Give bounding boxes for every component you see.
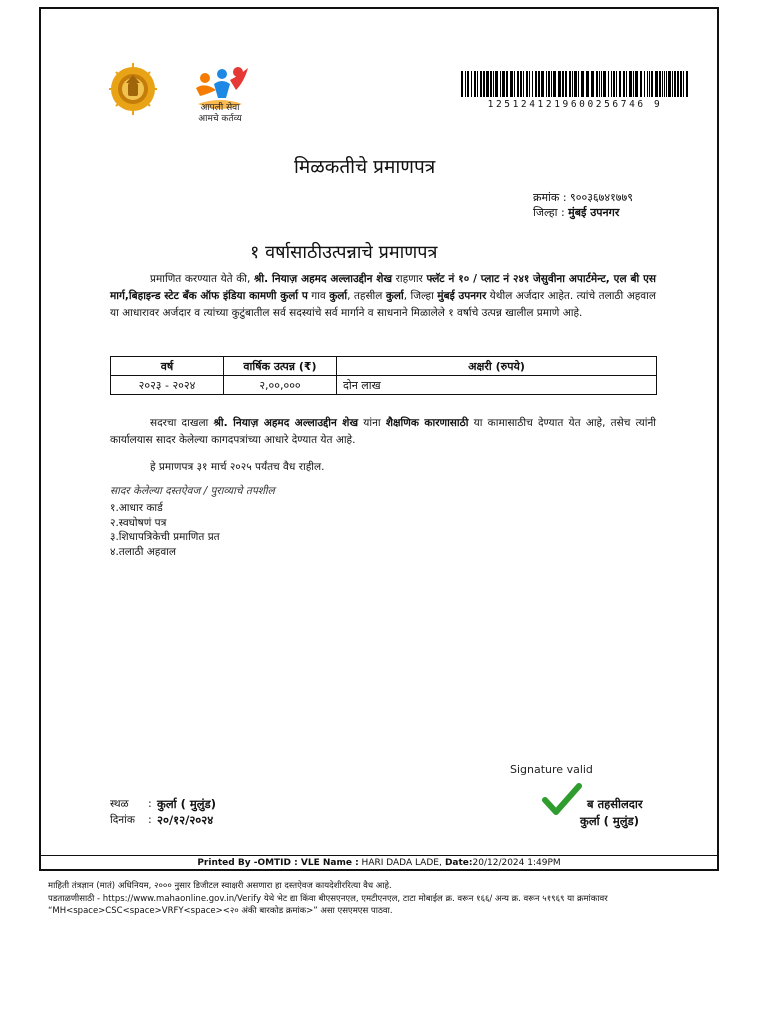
cell-income: २,००,०००	[224, 376, 337, 395]
purpose-value: शैक्षणिक कारणासाठी	[385, 417, 469, 429]
list-item: १.आधार कार्ड	[110, 502, 163, 514]
purpose-paragraph: सदरचा दाखला श्री. नियाज़ अहमद अल्लाउद्दीन शेख यांना शैक्षणिक कारणासाठी या कामासाठीच देण्यात येत आहे, तसेच त्यांनी कार्यालयास सादर केलेल्या कागदपत्रांच्या आधारे देण्यात येत आहे.	[110, 417, 657, 446]
footer-line: “MH<space>CSC<space>VRFY<space><२० अंकी बारकोड क्रमांक>” असा एसएमएस पाठवा.	[48, 906, 393, 916]
serial-number-line: क्रमांक : ९००३६७४१७७९	[533, 191, 633, 204]
list-item: ३.शिधापत्रिकेची प्रमाणित प्रत	[110, 531, 220, 543]
logo-tagline: आपली सेवा आमचे कर्तव्य	[198, 103, 242, 124]
barcode	[461, 71, 689, 97]
officer-title: ब तहसीलदार	[587, 797, 643, 811]
table-header-row	[111, 357, 657, 376]
place-colon: :	[148, 797, 152, 810]
footer-line: पडताळणीसाठी - https://www.mahaonline.gov.in/Verify येथे भेट द्या किंवा बीएसएनएल, एमटीएनएल, टाटा मोबाईल क्र. वरून १६६/ अन्य क्र. वरून ५१९६९ या क्रमांकावर	[48, 893, 608, 904]
income-table	[110, 356, 657, 395]
date-colon: :	[148, 813, 152, 826]
list-item: २.स्वघोषणं पत्र	[110, 516, 167, 529]
signature-check-icon	[542, 782, 582, 818]
page-title: मिळकतीचे प्रमाणपत्र	[294, 156, 436, 178]
validity-statement: हे प्रमाणपत्र ३१ मार्च २०२५ पर्यंतच वैध राहील.	[150, 461, 325, 473]
government-seal-logo	[108, 53, 158, 125]
certificate-subtitle: १ वर्षासाठीउत्पन्नाचे प्रमाणपत्र	[250, 242, 438, 263]
district-value: मुंबई उपनगर	[568, 206, 620, 219]
cell-in-words: दोन लाख	[337, 376, 657, 395]
header-annual-income: वार्षिक उत्पन्न (₹)	[224, 357, 337, 376]
legal-footer	[48, 880, 723, 918]
documents-list	[110, 501, 220, 559]
header-year: वर्ष	[111, 357, 224, 376]
officer-place: कुर्ला ( मुलुंड)	[580, 814, 639, 828]
documents-heading: सादर केलेल्या दस्तऐवज / पुराव्याचे तपशील	[110, 485, 275, 497]
list-item: ४.तलाठी अहवाल	[110, 545, 177, 558]
cell-year: २०२३ - २०२४	[111, 376, 224, 395]
header-in-words: अक्षरी (रुपये)	[337, 357, 657, 376]
table-row	[111, 376, 657, 395]
vle-name: HARI DADA LADE,	[361, 858, 442, 868]
printed-date: 20/12/2024 1:49PM	[472, 858, 561, 868]
printed-by-bar: Printed By -OMTID : VLE Name : HARI DADA LADE, Date:20/12/2024 1:49PM	[41, 855, 717, 870]
district-line: जिल्हा : मुंबई उपनगर	[533, 206, 620, 219]
applicant-name: श्री. नियाज़ अहमद अल्लाउद्दीन शेख	[253, 273, 393, 285]
date-value: २०/१२/२०२४	[157, 813, 214, 827]
place-value: कुर्ला ( मुलुंड)	[157, 797, 216, 811]
date-label: दिनांक	[110, 814, 135, 826]
serial-number: ९००३६७४१७७९	[570, 191, 633, 204]
footer-line: माहिती तंत्रज्ञान (मातं) अधिनियम, २००० नुसार डिजीटल स्वाक्षरी असणारा हा दस्तऐवज कायदेशीररित्या वैध आहे.	[48, 881, 392, 891]
signature-valid-label: Signature valid	[510, 763, 593, 776]
certification-paragraph: प्रमाणित करण्यात येते की, श्री. नियाज़ अहमद अल्लाउद्दीन शेख राहणार फ्लॅट नं १० / प्लाट नं २४१ जेसुवीना अपार्टमेन्ट, एल बी एस मार्ग,बिहाइन्ड स्टेट बँक ऑफ इंडिया कामणी कुर्ला प गाव कुर्ला, तहसील कुर्ला, जिल्हा मुंबई उपनगर येथील अर्जदार आहेत. त्यांचे तलाठी अहवाल या आधारावर अर्जदार व त्यांच्या कुटुंबातील सर्व सदस्यांचे सर्व मार्गाने व साधनाने मिळालेले १ वर्षाचे उत्पन्न खालील प्रमाणे आहे.	[110, 273, 656, 319]
place-label: स्थळ	[110, 798, 129, 810]
barcode-number: 1251241219600256746 9	[487, 99, 663, 110]
